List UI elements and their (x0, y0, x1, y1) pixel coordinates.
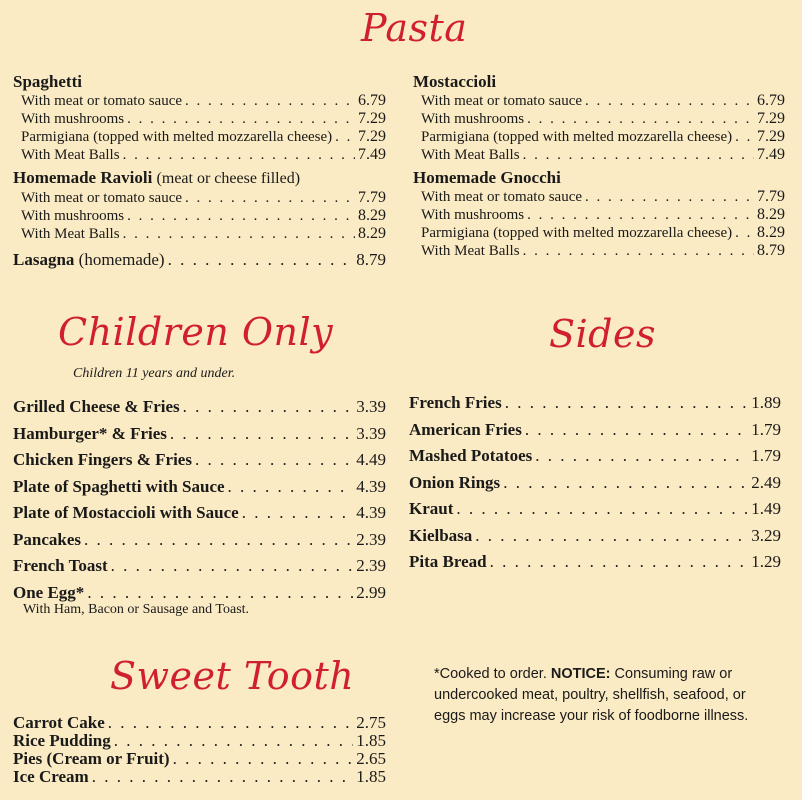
menu-item: Pancakes . . . 2.39 (13, 527, 386, 554)
menu-item-lasagna: Lasagna (homemade) . . . 8.79 (13, 250, 386, 270)
menu-item: With Meat Balls . . . 7.49 (13, 146, 386, 164)
menu-item: Grilled Cheese & Fries . . . 3.39 (13, 394, 386, 421)
menu-item: Carrot Cake . . . 2.75 (13, 714, 386, 732)
menu-item: Ice Cream . . . 1.85 (13, 768, 386, 786)
menu-item: One Egg* . . . 2.99 (13, 580, 386, 607)
sides-heading: Sides (549, 312, 656, 356)
pasta-right-column (413, 72, 785, 260)
menu-item: Kraut . . . 1.49 (409, 496, 781, 523)
menu-item: With mushrooms . . . 8.29 (413, 206, 785, 224)
group-note: (meat or cheese filled) (156, 170, 301, 187)
menu-item: Chicken Fingers & Fries . . . 4.49 (13, 447, 386, 474)
sweet-tooth-menu (13, 714, 386, 786)
egg-note: With Ham, Bacon or Sausage and Toast. (23, 602, 250, 617)
menu-item: French Fries . . . 1.89 (409, 390, 781, 417)
menu-item: Parmigiana (topped with melted mozzarella cheese) . . . 7.29 (13, 128, 386, 146)
menu-item: Plate of Spaghetti with Sauce . . . 4.39 (13, 474, 386, 501)
menu-item: Pita Bread . . . 1.29 (409, 549, 781, 576)
menu-item: French Toast . . . 2.39 (13, 553, 386, 580)
menu-item: Mashed Potatoes . . . 1.79 (409, 443, 781, 470)
menu-item: With mushrooms . . . 8.29 (13, 207, 386, 225)
menu-item: With Meat Balls . . . 7.49 (413, 146, 785, 164)
menu-item: With Meat Balls . . . 8.29 (13, 225, 386, 243)
children-heading: Children Only (58, 310, 334, 354)
menu-item: With meat or tomato sauce . . . 7.79 (13, 189, 386, 207)
menu-group-spaghetti (13, 72, 386, 164)
menu-item: With mushrooms . . . 7.29 (413, 110, 785, 128)
menu-item: Onion Rings . . . 2.49 (409, 470, 781, 497)
menu-item: With Meat Balls . . . 8.79 (413, 242, 785, 260)
pasta-left-column (13, 72, 386, 270)
group-title: Homemade Ravioli (meat or cheese filled) (13, 168, 301, 187)
group-title: Homemade Gnocchi (413, 168, 561, 187)
sweet-tooth-heading: Sweet Tooth (110, 654, 355, 698)
children-subtitle: Children 11 years and under. (73, 366, 236, 381)
menu-item: Pies (Cream or Fruit) . . . 2.65 (13, 750, 386, 768)
menu-item: Parmigiana (topped with melted mozzarella cheese) . . . 8.29 (413, 224, 785, 242)
menu-item: Plate of Mostaccioli with Sauce . . . 4.39 (13, 500, 386, 527)
children-menu (13, 394, 386, 618)
sides-menu (409, 390, 781, 576)
menu-group-ravioli (13, 168, 386, 243)
menu-item: With mushrooms . . . 7.29 (13, 110, 386, 128)
menu-group-gnocchi (413, 168, 785, 260)
menu-item: Parmigiana (topped with melted mozzarella cheese) . . . 7.29 (413, 128, 785, 146)
menu-item: Hamburger* & Fries . . . 3.39 (13, 421, 386, 448)
food-safety-footnote: *Cooked to order. NOTICE: Consuming raw or undercooked meat, poultry, shellfish, seafood, or eggs may increase your risk of foodborne illness. (434, 666, 749, 724)
menu-item: Rice Pudding . . . 1.85 (13, 732, 386, 750)
menu-item: With meat or tomato sauce . . . 7.79 (413, 188, 785, 206)
menu-item: American Fries . . . 1.79 (409, 417, 781, 444)
menu-item: With meat or tomato sauce . . . 6.79 (13, 92, 386, 110)
pasta-heading: Pasta (361, 6, 468, 50)
group-title: Spaghetti (13, 72, 82, 91)
menu-item: With meat or tomato sauce . . . 6.79 (413, 92, 785, 110)
menu-group-mostaccioli (413, 72, 785, 164)
group-title: Mostaccioli (413, 72, 497, 91)
menu-item: Kielbasa . . . 3.29 (409, 523, 781, 550)
